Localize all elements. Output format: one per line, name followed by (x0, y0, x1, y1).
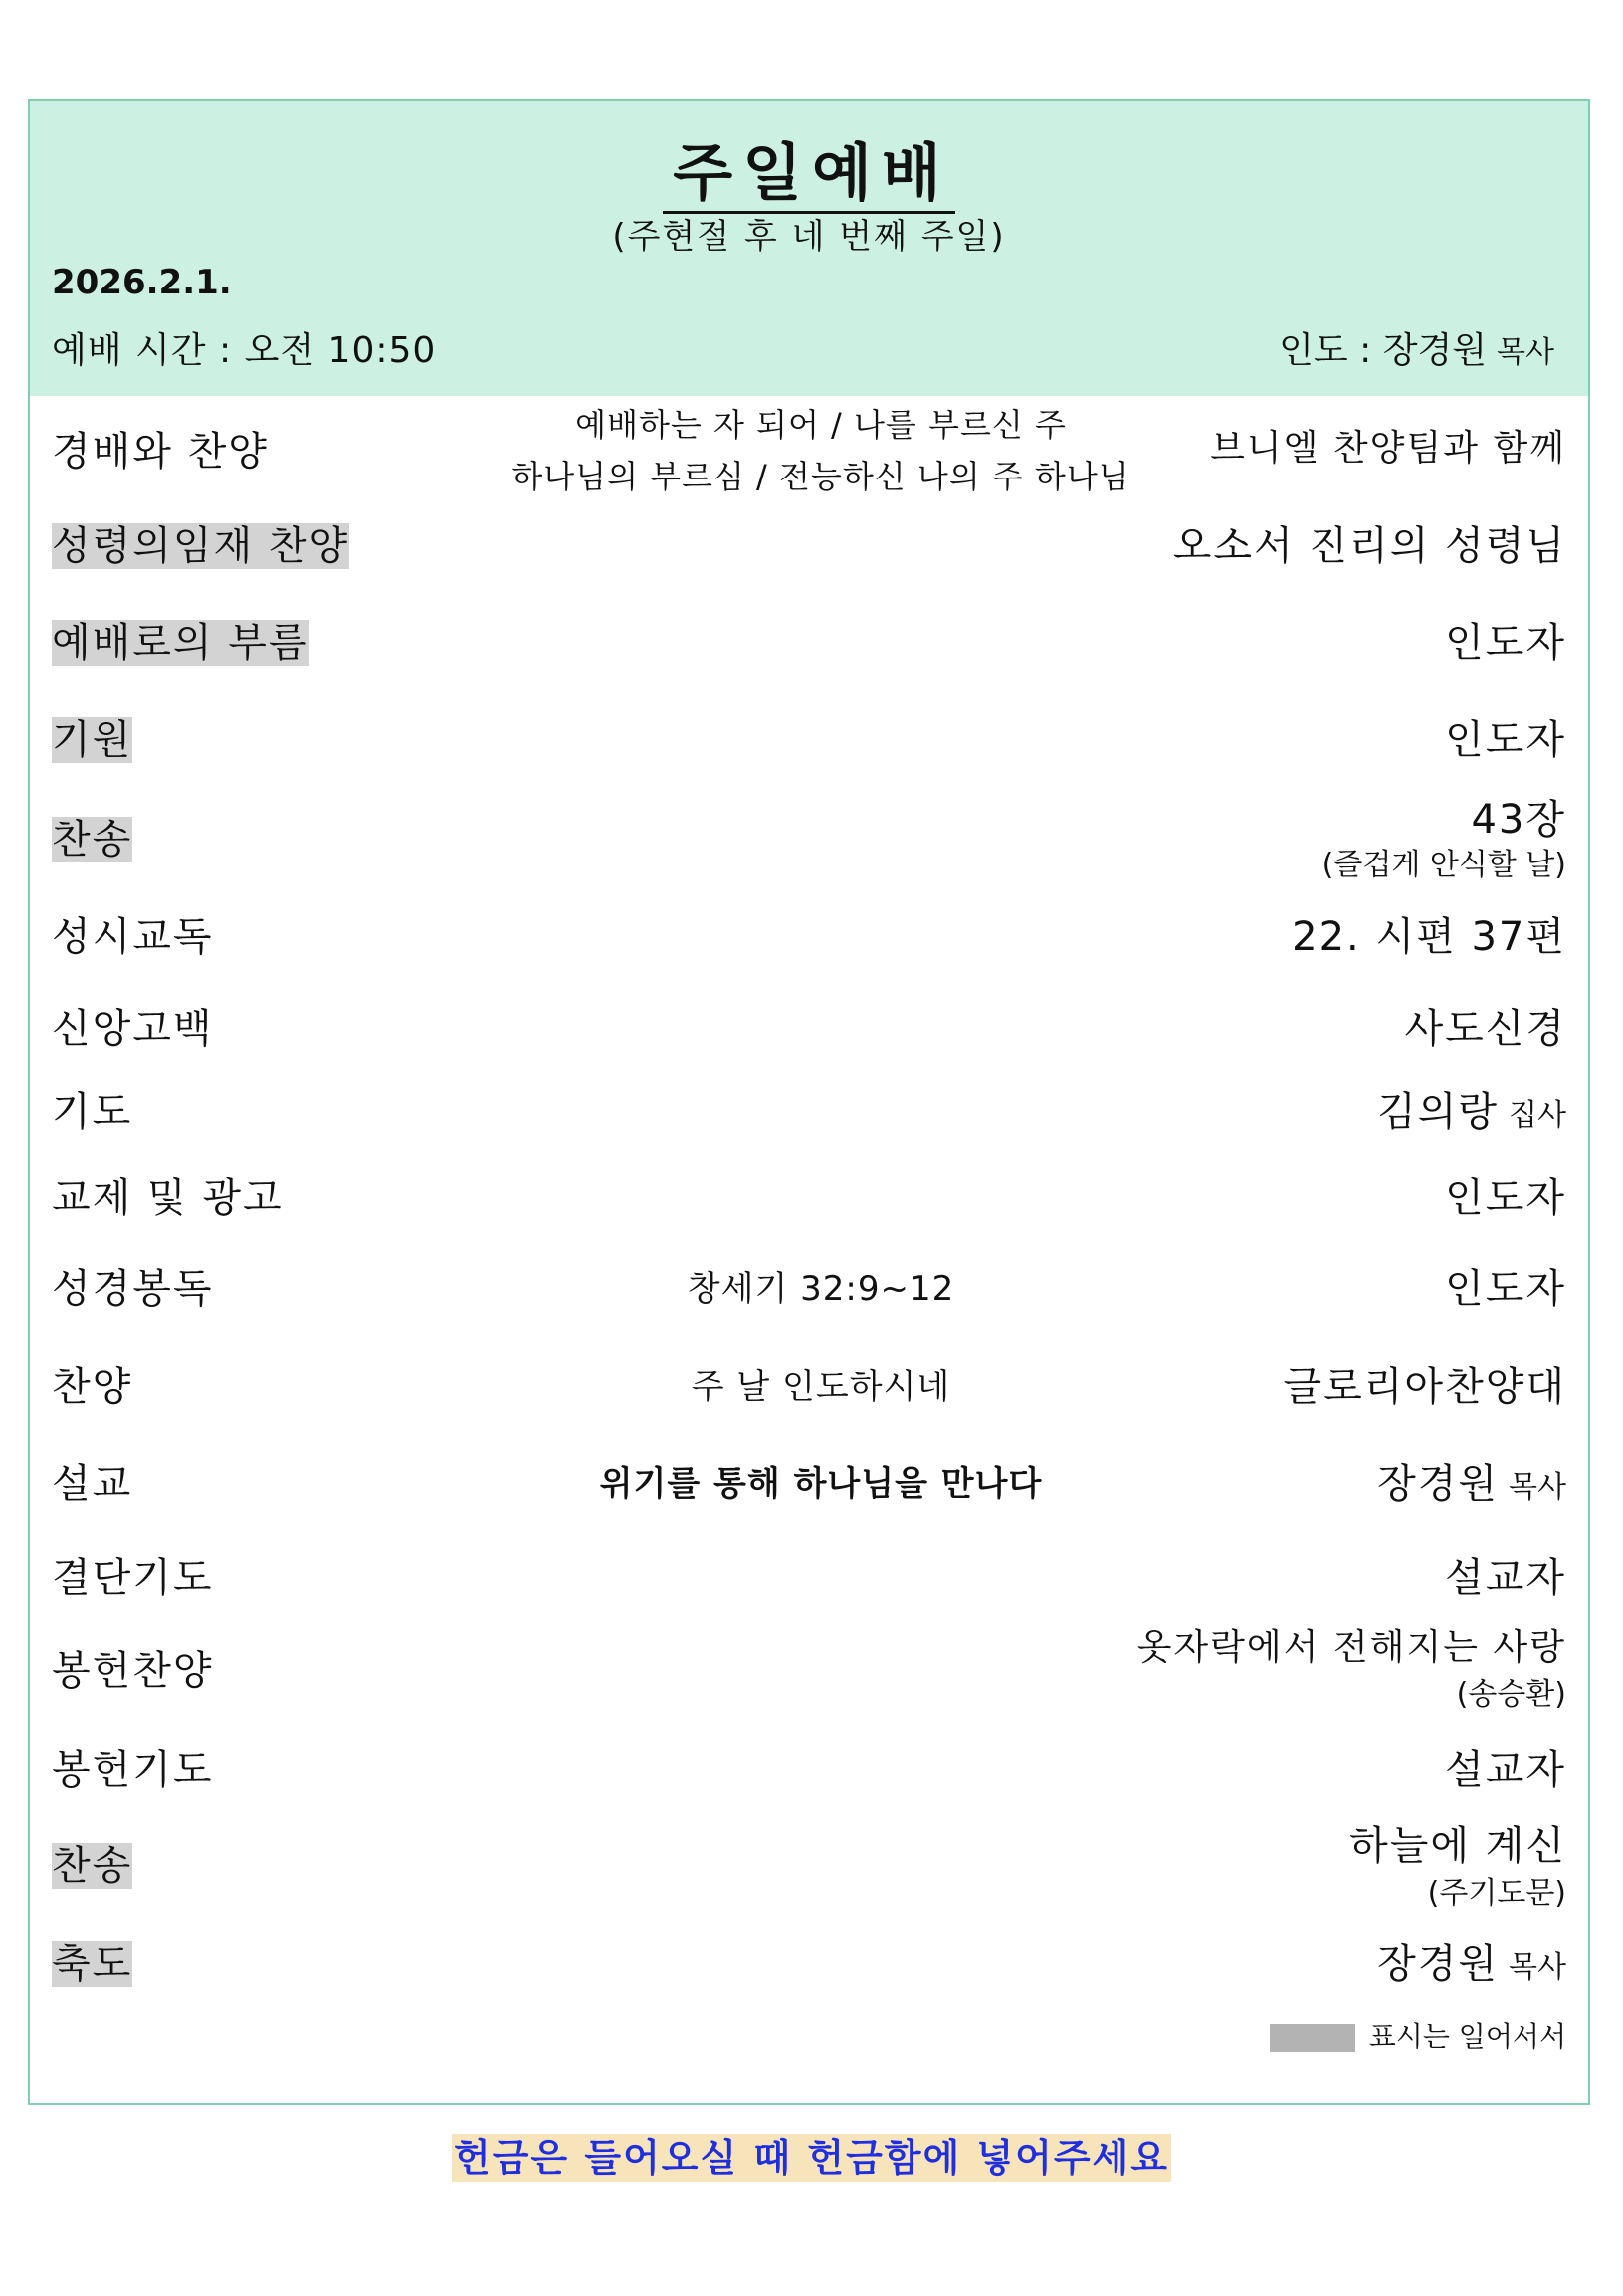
order-detail-line2: 하나님의 부르심 / 전능하신 나의 주 하나님 (511, 458, 1130, 495)
order-item: 설교 (52, 1461, 133, 1507)
order-value: 설교자 (1445, 1555, 1566, 1601)
order-value: 인도자 (1445, 1175, 1566, 1221)
leader-name: 인도 : 장경원 (1279, 330, 1488, 371)
order-item: 결단기도 (52, 1555, 214, 1601)
service-leader (1279, 322, 1554, 373)
order-value: 장경원 목사 (1377, 1461, 1566, 1507)
order-item: 성경봉독 (52, 1266, 214, 1312)
offering-notice: 헌금은 들어오실 때 헌금함에 넣어주세요 (454, 2136, 1169, 2180)
order-value: 옷자락에서 전해지는 사랑 (1136, 1627, 1566, 1668)
order-value: 사도신경 (1404, 1006, 1566, 1052)
order-value-sub: (즐겁게 안식할 날) (1321, 848, 1566, 882)
order-value: 인도자 (1445, 1266, 1566, 1312)
leader-title: 목사 (1497, 335, 1554, 370)
order-value: 22. 시편 37편 (1292, 914, 1566, 960)
order-item: 신앙고백 (52, 1006, 214, 1052)
service-date: 2026.2.1. (52, 263, 232, 302)
order-value-sub: (송승환) (1456, 1677, 1566, 1712)
order-item: 봉헌기도 (52, 1747, 214, 1793)
order-value: 43장 (1471, 797, 1566, 843)
order-item: 교제 및 광고 (52, 1175, 284, 1221)
order-item: 찬양 (52, 1364, 133, 1410)
order-detail: 창세기 32:9~12 (687, 1269, 955, 1309)
order-item: 경배와 찬양 (52, 429, 269, 475)
service-time: 예배 시간 : 오전 10:50 (52, 330, 437, 371)
bulletin-header (30, 101, 1588, 396)
order-item: 성시교독 (52, 914, 214, 960)
order-value: 글로리아찬양대 (1283, 1364, 1566, 1410)
order-value: 인도자 (1445, 620, 1566, 666)
order-item: 성령의임재 찬양 (52, 523, 350, 569)
order-value: 인도자 (1445, 717, 1566, 763)
page-subtitle: (주현절 후 네 번째 주일) (612, 217, 1006, 257)
order-item: 예배로의 부름 (52, 620, 309, 666)
page-title: 주일예배 (663, 136, 955, 214)
order-detail-line1: 예배하는 자 되어 / 나를 부르신 주 (575, 406, 1067, 444)
order-value: 김의랑 집사 (1377, 1089, 1566, 1135)
legend-swatch (1270, 2024, 1355, 2052)
order-value: 장경원 목사 (1377, 1941, 1566, 1987)
order-value-sub: (주기도문) (1427, 1876, 1566, 1911)
order-item: 봉헌찬양 (52, 1648, 214, 1694)
legend-text: 표시는 일어서서 (1368, 2020, 1566, 2053)
order-detail: 주 날 인도하시네 (691, 1367, 951, 1407)
sermon-title: 위기를 통해 하나님을 만나다 (599, 1464, 1043, 1504)
standing-legend (1270, 2015, 1566, 2055)
order-item: 기원 (52, 717, 133, 763)
order-item: 찬송 (52, 817, 133, 862)
order-item: 찬송 (52, 1843, 133, 1889)
order-value: 하늘에 계신 (1349, 1823, 1566, 1869)
order-value: 오소서 진리의 성령님 (1172, 523, 1566, 569)
bulletin-frame (28, 99, 1590, 2105)
order-value: 브니엘 찬양팀과 함께 (1210, 428, 1566, 469)
order-item: 기도 (52, 1089, 133, 1135)
order-value: 설교자 (1445, 1747, 1566, 1793)
order-item: 축도 (52, 1941, 133, 1987)
